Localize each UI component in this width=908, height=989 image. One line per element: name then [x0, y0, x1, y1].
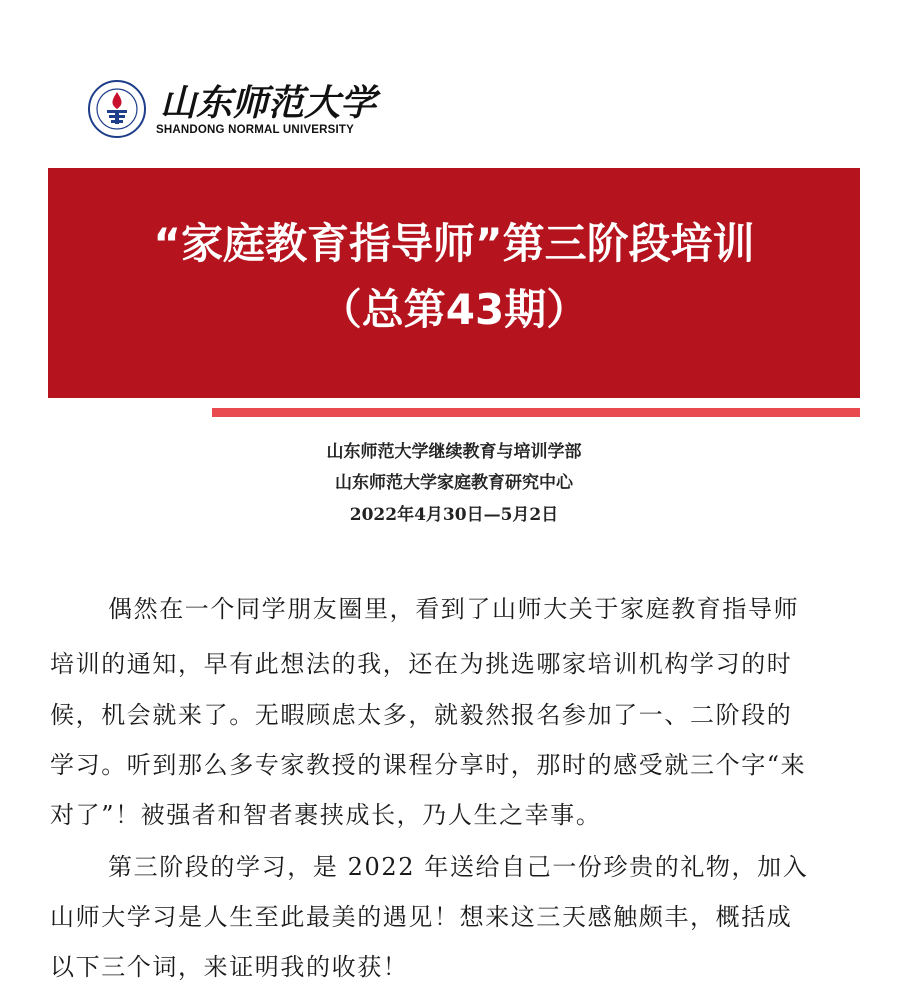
title-banner [48, 168, 860, 398]
paragraph-line: 山师大学习是人生至此最美的遇见！想来这三天感触颇丰，概括成 [50, 903, 793, 931]
organizer-line1: 山东师范大学继续教育与培训学部 [326, 442, 582, 462]
logo-chinese-name: 山东师范大学 [160, 82, 377, 124]
banner-title-line2: （总第43期） [319, 285, 589, 334]
university-logo [88, 80, 377, 144]
event-date: 2022年4月30日—5月2日 [349, 505, 559, 525]
paragraph-line: 候，机会就来了。无暇顾虑太多，就毅然报名参加了一、二阶段的 [50, 701, 793, 729]
banner-title-line1: “家庭教育指导师”第三阶段培训 [153, 219, 755, 268]
logo-english-name: SHANDONG NORMAL UNIVERSITY [156, 124, 354, 136]
university-seal-icon [88, 80, 146, 138]
accent-divider [212, 408, 860, 417]
paragraph-line: 培训的通知，早有此想法的我，还在为挑选哪家培训机构学习的时 [50, 650, 793, 678]
paragraph-line: 偶然在一个同学朋友圈里，看到了山师大关于家庭教育指导师 [108, 595, 800, 623]
organizer-line2: 山东师范大学家庭教育研究中心 [335, 473, 573, 493]
paragraph-line: 学习。听到那么多专家教授的课程分享时，那时的感受就三个字“来 [50, 751, 807, 779]
paragraph-line: 第三阶段的学习，是 2022 年送给自己一份珍贵的礼物，加入 [108, 853, 809, 881]
paragraph-line: 对了”！被强者和智者裹挟成长，乃人生之幸事。 [50, 801, 602, 829]
paragraph-line: 以下三个词，来证明我的收获！ [50, 953, 409, 981]
